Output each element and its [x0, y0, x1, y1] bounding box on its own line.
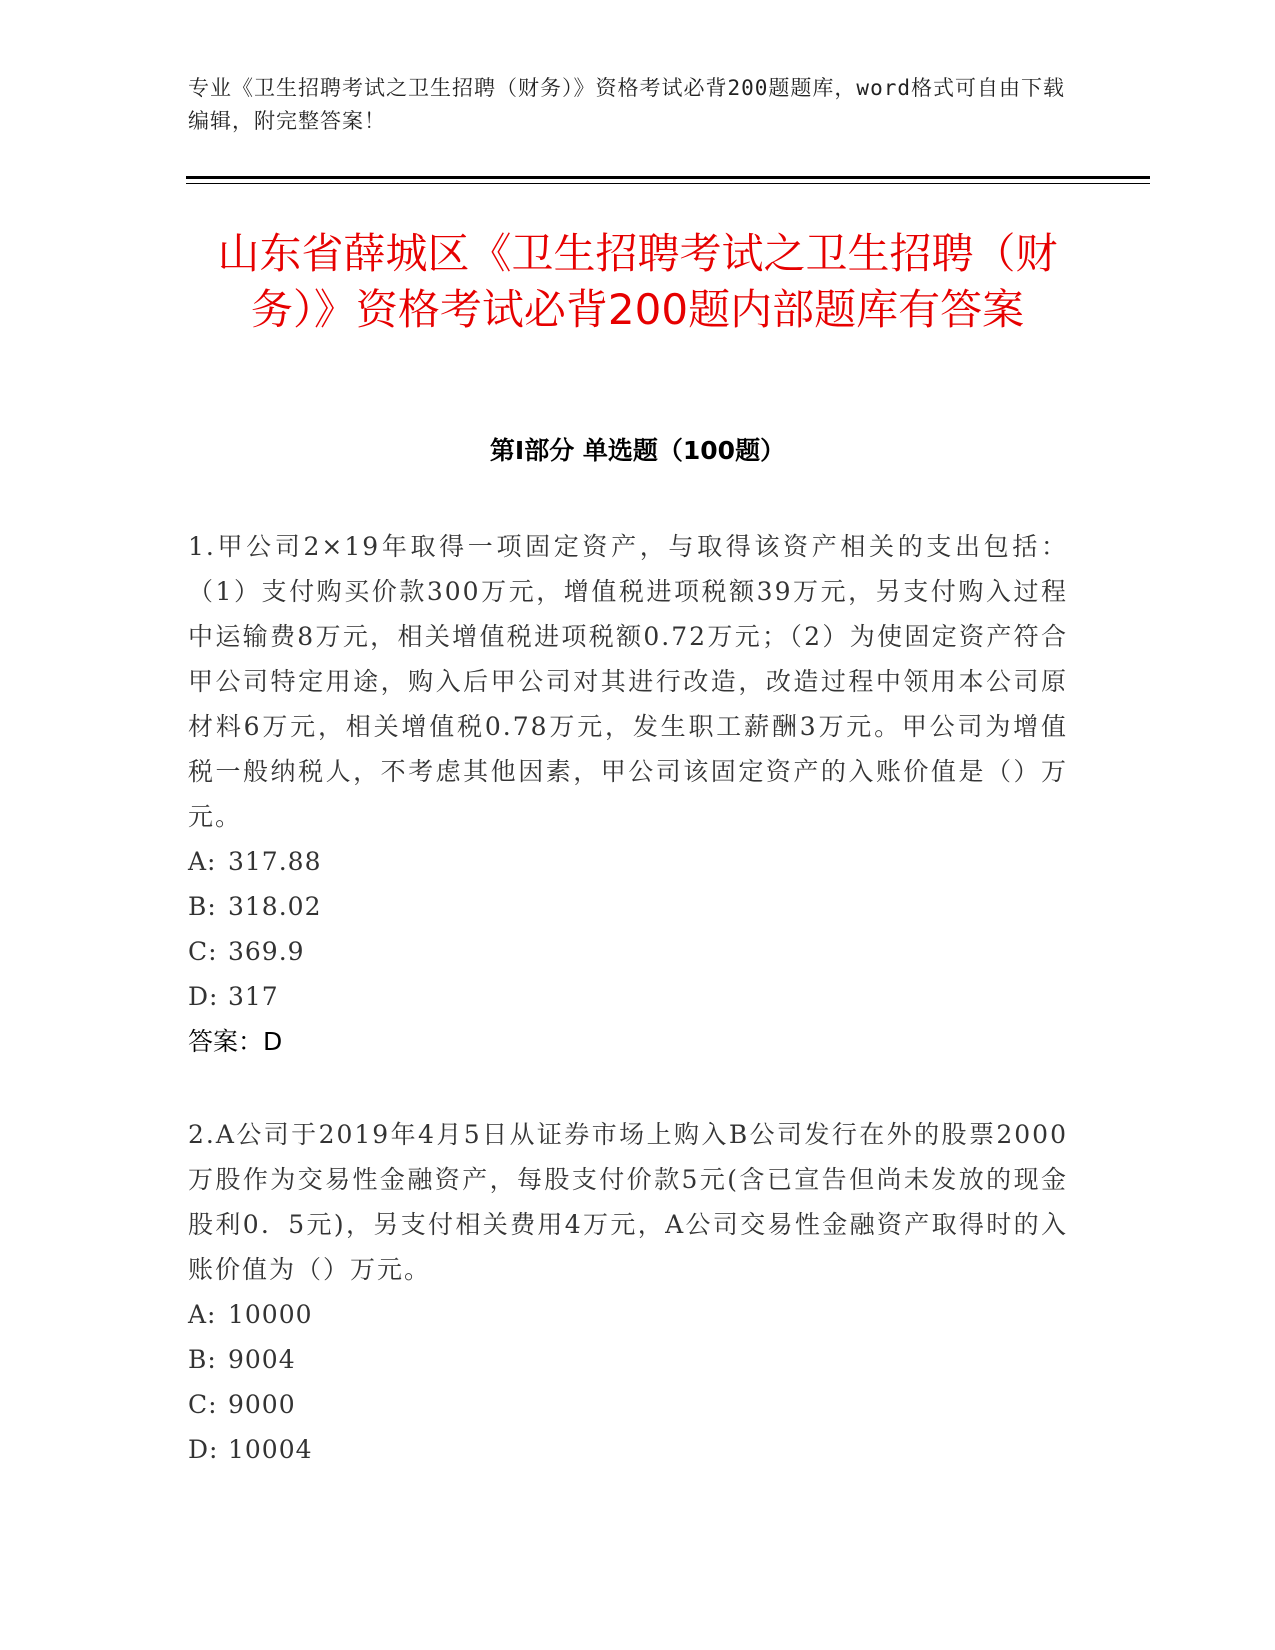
option-a — [188, 839, 1068, 884]
header-note: 专业《卫生招聘考试之卫生招聘（财务）》资格考试必背200题题库，word格式可自由下载编辑，附完整答案！ — [188, 76, 1065, 133]
header-rule-thick — [186, 176, 1150, 179]
option-b — [188, 1337, 1068, 1382]
option-text: 369.9 — [228, 937, 305, 966]
document-title: 山东省薛城区《卫生招聘考试之卫生招聘（财务）》资格考试必背200题内部题库有答案 — [217, 229, 1058, 334]
option-letter: D: — [188, 1435, 219, 1464]
header-rule-thin — [186, 183, 1150, 184]
option-c — [188, 1382, 1068, 1427]
option-letter: B: — [188, 1345, 217, 1374]
option-letter: D: — [188, 982, 219, 1011]
question-1 — [188, 524, 1068, 1064]
option-text: 10004 — [228, 1435, 313, 1464]
option-b — [188, 884, 1068, 929]
option-letter: A: — [188, 847, 217, 876]
option-d — [188, 974, 1068, 1019]
question-stem: 1.甲公司2×19年取得一项固定资产，与取得该资产相关的支出包括：（1）支付购买价款300万元，增值税进项税额39万元，另支付购入过程中运输费8万元，相关增值税进项税额0.72万元；（2）为使固定资产符合甲公司特定用途，购入后甲公司对其进行改造，改造过程中领用本公司原材料6万元，相关增值税0.78万元，发生职工薪酬3万元。甲公司为增值税一般纳税人，不考虑其他因素，甲公司该固定资产的入账价值是（）万元。 — [188, 532, 1068, 831]
option-a — [188, 1292, 1068, 1337]
section-heading: 第I部分 单选题（100题） — [489, 436, 786, 465]
option-text: 317 — [228, 982, 279, 1011]
option-letter: B: — [188, 892, 217, 921]
question-2 — [188, 1112, 1068, 1472]
option-c — [188, 929, 1068, 974]
option-letter: A: — [188, 1300, 217, 1329]
question-stem: 2.A公司于2019年4月5日从证券市场上购入B公司发行在外的股票2000万股作为交易性金融资产，每股支付价款5元(含已宣告但尚未发放的现金股利0．5元)，另支付相关费用4万元，A公司交易性金融资产取得时的入账价值为（）万元。 — [188, 1120, 1068, 1284]
option-text: 317.88 — [228, 847, 322, 876]
option-text: 9000 — [228, 1390, 296, 1419]
option-d — [188, 1427, 1068, 1472]
option-text: 10000 — [228, 1300, 313, 1329]
option-text: 318.02 — [228, 892, 322, 921]
option-letter: C: — [188, 1390, 218, 1419]
option-text: 9004 — [228, 1345, 296, 1374]
option-letter: C: — [188, 937, 218, 966]
answer-line: 答案：D — [188, 1027, 283, 1056]
